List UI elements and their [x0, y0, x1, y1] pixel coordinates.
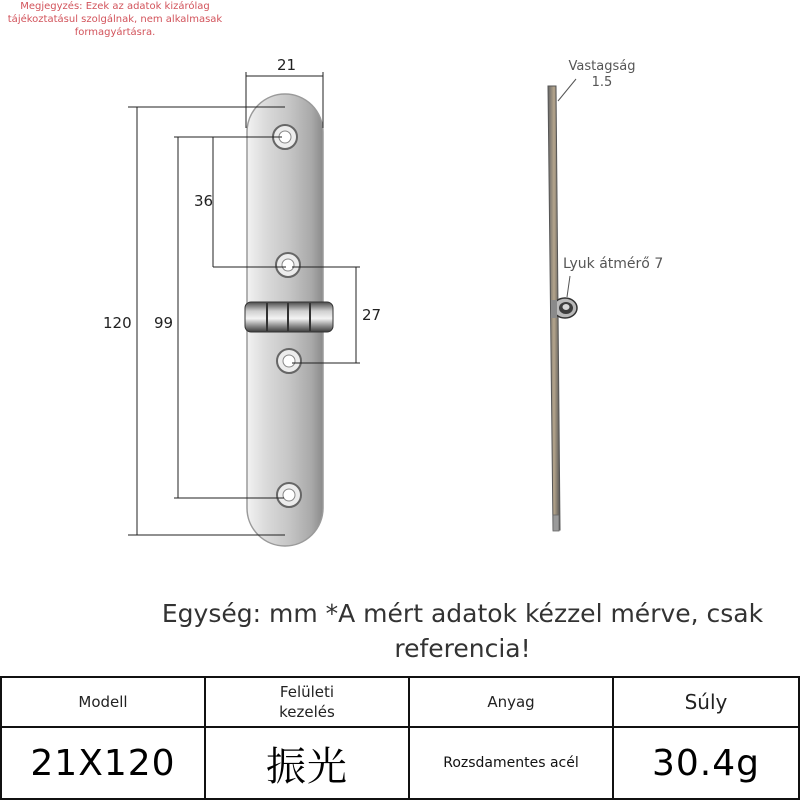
thickness-value: 1.5	[591, 75, 613, 90]
disclaimer-note: Megjegyzés: Ezek az adatok kizárólag tájékoztatásul szolgálnak, nem alkalmasak formagyártásra.	[7, 1, 223, 38]
hinge-side-view	[548, 79, 577, 531]
value-surface: 振光	[204, 726, 410, 800]
value-material: Rozsdamentes acél	[408, 726, 614, 800]
header-model: Modell	[0, 676, 206, 728]
header-surface: Felületi kezelés	[204, 676, 410, 728]
value-model: 21X120	[0, 726, 206, 800]
hinge-knuckle	[245, 302, 333, 332]
screw-hole	[277, 483, 301, 507]
hole-diameter-label: Lyuk átmérő 7	[563, 256, 664, 272]
screw-hole	[277, 349, 301, 373]
hinge-plate	[245, 94, 333, 546]
dimension-width: 21	[277, 56, 297, 74]
screw-hole	[276, 253, 300, 277]
value-weight: 30.4g	[612, 726, 800, 800]
thickness-label: Vastagság	[568, 59, 636, 74]
hole-leader	[567, 276, 570, 297]
dimension-outer-hole-spacing: 99	[154, 314, 174, 332]
side-view-knuckle	[551, 298, 577, 318]
dimension-center-hole-spacing: 27	[362, 306, 382, 324]
dimension-total-length: 120	[103, 314, 132, 332]
unit-note: Egység: mm *A mért adatok kézzel mérve, csak referencia!	[161, 599, 764, 663]
header-material: Anyag	[408, 676, 614, 728]
spec-table	[0, 676, 800, 800]
header-weight: Súly	[612, 676, 800, 728]
dimension-hole-spacing: 36	[194, 192, 214, 210]
